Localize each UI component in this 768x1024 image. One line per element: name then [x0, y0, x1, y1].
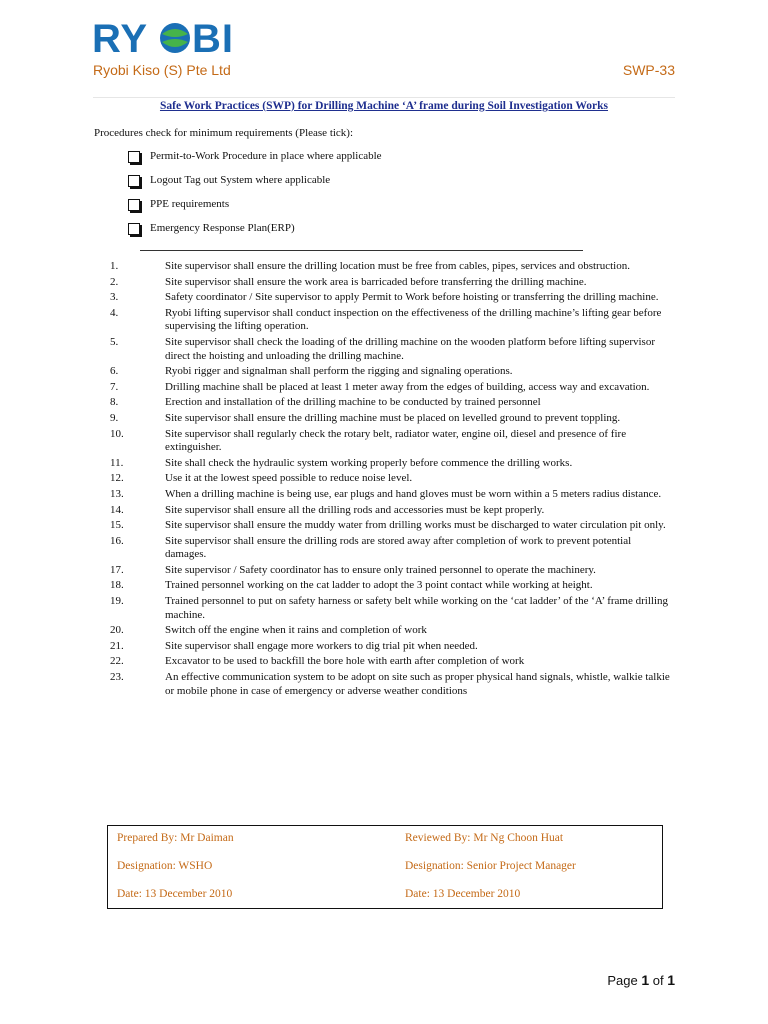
step-text: Site supervisor / Safety coordinator has to ensure only trained personnel to operate the machinery. [165, 563, 596, 576]
list-item [108, 336, 673, 363]
step-number: 4. [110, 306, 119, 319]
list-item [108, 260, 673, 274]
step-text: Site supervisor shall ensure the muddy water from drilling works must be discharged to water circulation pit only. [165, 519, 666, 532]
step-text: Use it at the lowest speed possible to reduce noise level. [165, 472, 413, 485]
step-number: 13. [110, 487, 124, 500]
list-item [108, 519, 673, 533]
list-item [108, 624, 673, 638]
step-text: Ryobi lifting supervisor shall conduct inspection on the effectiveness of the drilling machine’s lifting gear before supervising the lifting operation. [165, 306, 662, 333]
list-item [108, 504, 673, 518]
designation-preparer: Designation: WSHO [117, 860, 213, 872]
step-text: Site supervisor shall ensure the drilling rods are stored away after completion of work to prevent potential damages. [165, 534, 632, 561]
list-item [108, 276, 673, 290]
reviewed-by: Reviewed By: Mr Ng Choon Huat [405, 832, 564, 844]
date-preparer: Date: 13 December 2010 [117, 888, 233, 900]
list-item [108, 457, 673, 471]
step-text: Excavator to be used to backfill the bore hole with earth after completion of work [165, 655, 525, 668]
checklist-intro: Procedures check for minimum requirements (Please tick): [94, 127, 354, 139]
checklist-item-label: PPE requirements [150, 198, 230, 210]
list-item [108, 365, 673, 379]
step-text: Drilling machine shall be placed at least 1 meter away from the edges of building, access way and excavation. [165, 380, 650, 393]
step-text: Switch off the engine when it rains and completion of work [165, 624, 427, 637]
checkbox-icon[interactable] [128, 199, 140, 211]
date-reviewer: Date: 13 December 2010 [405, 888, 521, 900]
step-number: 19. [110, 595, 124, 608]
step-number: 21. [110, 639, 124, 652]
page-current: 1 [641, 972, 650, 988]
checklist-item[interactable] [128, 222, 382, 246]
step-number: 5. [110, 335, 119, 348]
step-number: 3. [110, 291, 119, 304]
step-number: 8. [110, 396, 119, 409]
checkbox-icon[interactable] [128, 151, 140, 163]
step-number: 17. [110, 563, 124, 576]
list-item [108, 579, 673, 593]
step-text: Site supervisor shall check the loading of the drilling machine on the wooden platform before lifting supervisor direct the hoisting and unloading the drilling machine. [165, 335, 655, 362]
header-divider [93, 97, 675, 98]
step-text: When a drilling machine is being use, ear plugs and hand gloves must be worn within a 5 meters radius distance. [165, 487, 662, 500]
svg-text:BI: BI [192, 18, 234, 58]
list-item [108, 381, 673, 395]
step-text: Trained personnel to put on safety harness or safety belt while working on the ‘cat ladder’ of the ‘A’ frame drilling machine. [165, 595, 669, 621]
prepared-by: Prepared By: Mr Daiman [117, 832, 234, 844]
step-text: Ryobi rigger and signalman shall perform the rigging and signaling operations. [165, 365, 513, 378]
procedure-steps [108, 260, 673, 700]
step-number: 22. [110, 655, 124, 668]
checklist-item-label: Permit-to-Work Procedure in place where applicable [150, 150, 382, 162]
step-number: 18. [110, 579, 124, 592]
list-item [108, 472, 673, 486]
step-number: 11. [110, 456, 124, 469]
page-number [607, 972, 675, 988]
step-text: Erection and installation of the drilling machine to be conducted by trained personnel [165, 396, 541, 409]
step-number: 9. [110, 411, 119, 424]
step-text: Site supervisor shall ensure the drilling location must be free from cables, pipes, services and obstruction. [165, 260, 630, 272]
checkbox-icon[interactable] [128, 223, 140, 235]
list-item [108, 595, 673, 622]
step-number: 10. [110, 427, 124, 440]
signoff-box [107, 825, 663, 909]
list-item [108, 396, 673, 410]
step-text: An effective communication system to be adopt on site such as proper physical hand signals, whistle, walkie talkie or mobile phone in case of emergency or adverse weather conditions [165, 671, 670, 697]
ryobi-logo [92, 18, 266, 58]
list-item [108, 640, 673, 654]
step-number: 1. [110, 260, 119, 272]
step-text: Site supervisor shall regularly check the rotary belt, radiator water, engine oil, diesel and presence of fire extinguisher. [165, 427, 627, 454]
list-item [108, 655, 673, 669]
step-text: Site supervisor shall engage more workers to dig trial pit when needed. [165, 639, 478, 652]
document-title: Safe Work Practices (SWP) for Drilling Machine ‘A’ frame during Soil Investigation Works [159, 100, 609, 112]
step-number: 20. [110, 624, 124, 637]
section-divider [140, 250, 583, 251]
page-total: 1 [667, 972, 675, 988]
step-text: Site supervisor shall ensure all the drilling rods and accessories must be kept properly. [165, 503, 545, 516]
checkbox-icon[interactable] [128, 175, 140, 187]
requirements-checklist [128, 150, 382, 246]
checklist-item-label: Emergency Response Plan(ERP) [150, 222, 295, 234]
step-number: 23. [110, 671, 124, 684]
step-text: Site supervisor shall ensure the drilling machine must be placed on levelled ground to prevent toppling. [165, 411, 621, 424]
list-item [108, 291, 673, 305]
step-number: 14. [110, 503, 124, 516]
designation-reviewer: Designation: Senior Project Manager [405, 860, 576, 872]
step-number: 7. [110, 380, 119, 393]
list-item [108, 671, 673, 698]
svg-text:RY: RY [92, 18, 149, 58]
checklist-item[interactable] [128, 174, 382, 198]
checklist-item[interactable] [128, 198, 382, 222]
step-number: 12. [110, 472, 124, 485]
checklist-item[interactable] [128, 150, 382, 174]
list-item [108, 428, 673, 455]
list-item [108, 564, 673, 578]
step-number: 15. [110, 519, 124, 532]
step-text: Site shall check the hydraulic system working properly before commence the drilling works. [165, 456, 573, 469]
step-number: 16. [110, 534, 124, 547]
page-label: Page [607, 973, 638, 988]
step-text: Site supervisor shall ensure the work area is barricaded before transferring the drilling machine. [165, 275, 587, 288]
checklist-item-label: Logout Tag out System where applicable [150, 174, 331, 186]
step-text: Safety coordinator / Site supervisor to apply Permit to Work before hoisting or transferring the drilling machine. [165, 291, 659, 304]
list-item [108, 412, 673, 426]
step-number: 6. [110, 365, 119, 378]
list-item [108, 535, 673, 562]
document-id: SWP-33 [622, 62, 675, 78]
page-of-label: of [652, 973, 664, 988]
step-text: Trained personnel working on the cat ladder to adopt the 3 point contact while working at height. [165, 579, 593, 592]
list-item [108, 307, 673, 334]
step-number: 2. [110, 275, 119, 288]
company-name: Ryobi Kiso (S) Pte Ltd [93, 62, 231, 78]
list-item [108, 488, 673, 502]
